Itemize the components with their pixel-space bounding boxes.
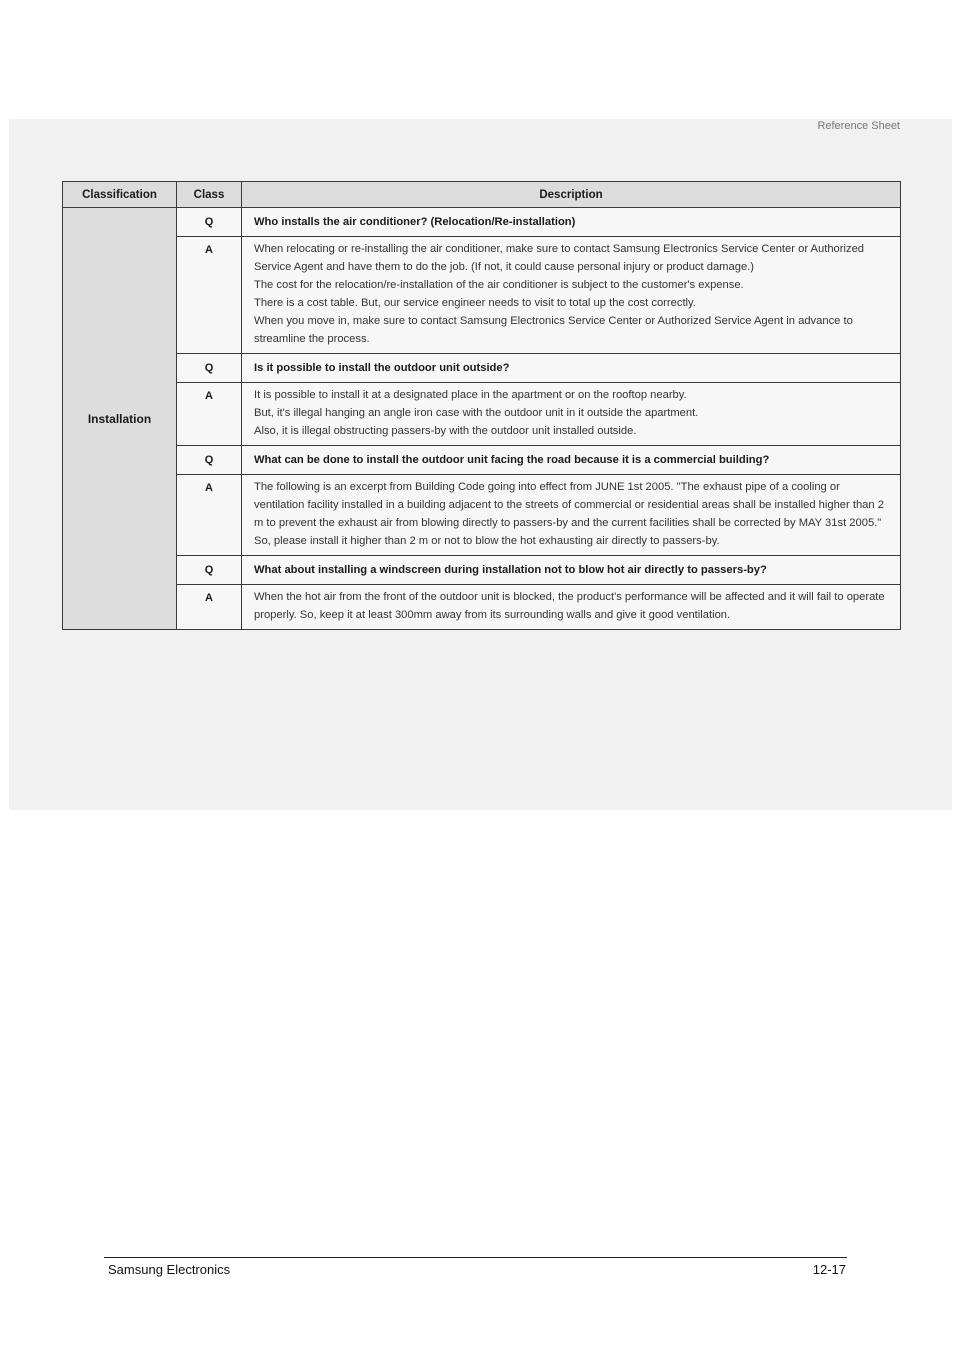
answer-text-cell (242, 383, 901, 446)
answer-paragraph: Also, it is illegal obstructing passers-by with the outdoor unit installed outside. (254, 425, 637, 437)
answer-text-cell (242, 585, 901, 630)
answer-paragraph: When relocating or re-installing the air conditioner, make sure to contact Samsung Electronics Service Center or Authorized Service Agent and have them to do the job. (If not, it could cause personal injury or product damage.) (254, 243, 865, 273)
question-text: Who installs the air conditioner? (Relocation/Re-installation) (254, 216, 576, 228)
column-header-description: Description (242, 182, 901, 208)
footer-company: Samsung Electronics (108, 1262, 231, 1277)
question-text: Is it possible to install the outdoor unit outside? (254, 362, 510, 374)
reference-sheet-label: Reference Sheet (817, 120, 900, 132)
question-text-cell (242, 354, 901, 383)
column-header-class: Class (177, 182, 242, 208)
answer-paragraph: But, it's illegal hanging an angle iron case with the outdoor unit in it outside the apartment. (254, 407, 699, 419)
table-header-row (63, 182, 901, 208)
answer-row (63, 585, 901, 630)
answer-paragraph: When the hot air from the front of the outdoor unit is blocked, the product's performance will be affected and it will fail to operate properly. So, keep it at least 300mm away from its surrounding walls and give it good ventilation. (254, 591, 885, 621)
class-a-cell: A (177, 237, 242, 354)
answer-paragraph: The following is an excerpt from Building Code going into effect from JUNE 1st 2005. "The exhaust pipe of a cooling or ventilation facility installed in a building adjacent to the streets of commercial or residential areas shall be installed higher than 2 m to prevent the exhaust air from blowing directly to passers-by and the current facilities shall be corrected by MAY 31st 2005." So, please install it higher than 2 m or not to blow the hot exhausting air directly to passers-by. (254, 481, 884, 547)
question-row (63, 354, 901, 383)
question-text-cell (242, 556, 901, 585)
class-q-cell: Q (177, 446, 242, 475)
faq-table (62, 181, 901, 630)
answer-row (63, 383, 901, 446)
question-text: What can be done to install the outdoor unit facing the road because it is a commercial building? (254, 454, 770, 466)
class-a-cell: A (177, 585, 242, 630)
question-row (63, 556, 901, 585)
class-a-cell: A (177, 383, 242, 446)
question-row (63, 208, 901, 237)
question-text: What about installing a windscreen during installation not to blow hot air directly to passers-by? (254, 564, 767, 576)
class-q-cell: Q (177, 354, 242, 383)
answer-text-cell (242, 475, 901, 556)
answer-text-cell (242, 237, 901, 354)
class-q-cell: Q (177, 556, 242, 585)
question-text-cell (242, 208, 901, 237)
answer-paragraph: The cost for the relocation/re-installation of the air conditioner is subject to the customer's expense. (254, 279, 744, 291)
answer-paragraph: When you move in, make sure to contact Samsung Electronics Service Center or Authorized Service Agent in advance to streamline the process. (254, 315, 853, 345)
footer-page-number: 12-17 (812, 1262, 846, 1277)
class-q-cell: Q (177, 208, 242, 237)
question-row (63, 446, 901, 475)
answer-paragraph: There is a cost table. But, our service engineer needs to visit to total up the cost correctly. (254, 297, 696, 309)
answer-row (63, 237, 901, 354)
class-a-cell: A (177, 475, 242, 556)
question-text-cell (242, 446, 901, 475)
classification-cell: Installation (63, 208, 177, 630)
column-header-classification: Classification (63, 182, 177, 208)
answer-row (63, 475, 901, 556)
footer-divider (104, 1257, 847, 1258)
answer-paragraph: It is possible to install it at a designated place in the apartment or on the rooftop nearby. (254, 389, 687, 401)
